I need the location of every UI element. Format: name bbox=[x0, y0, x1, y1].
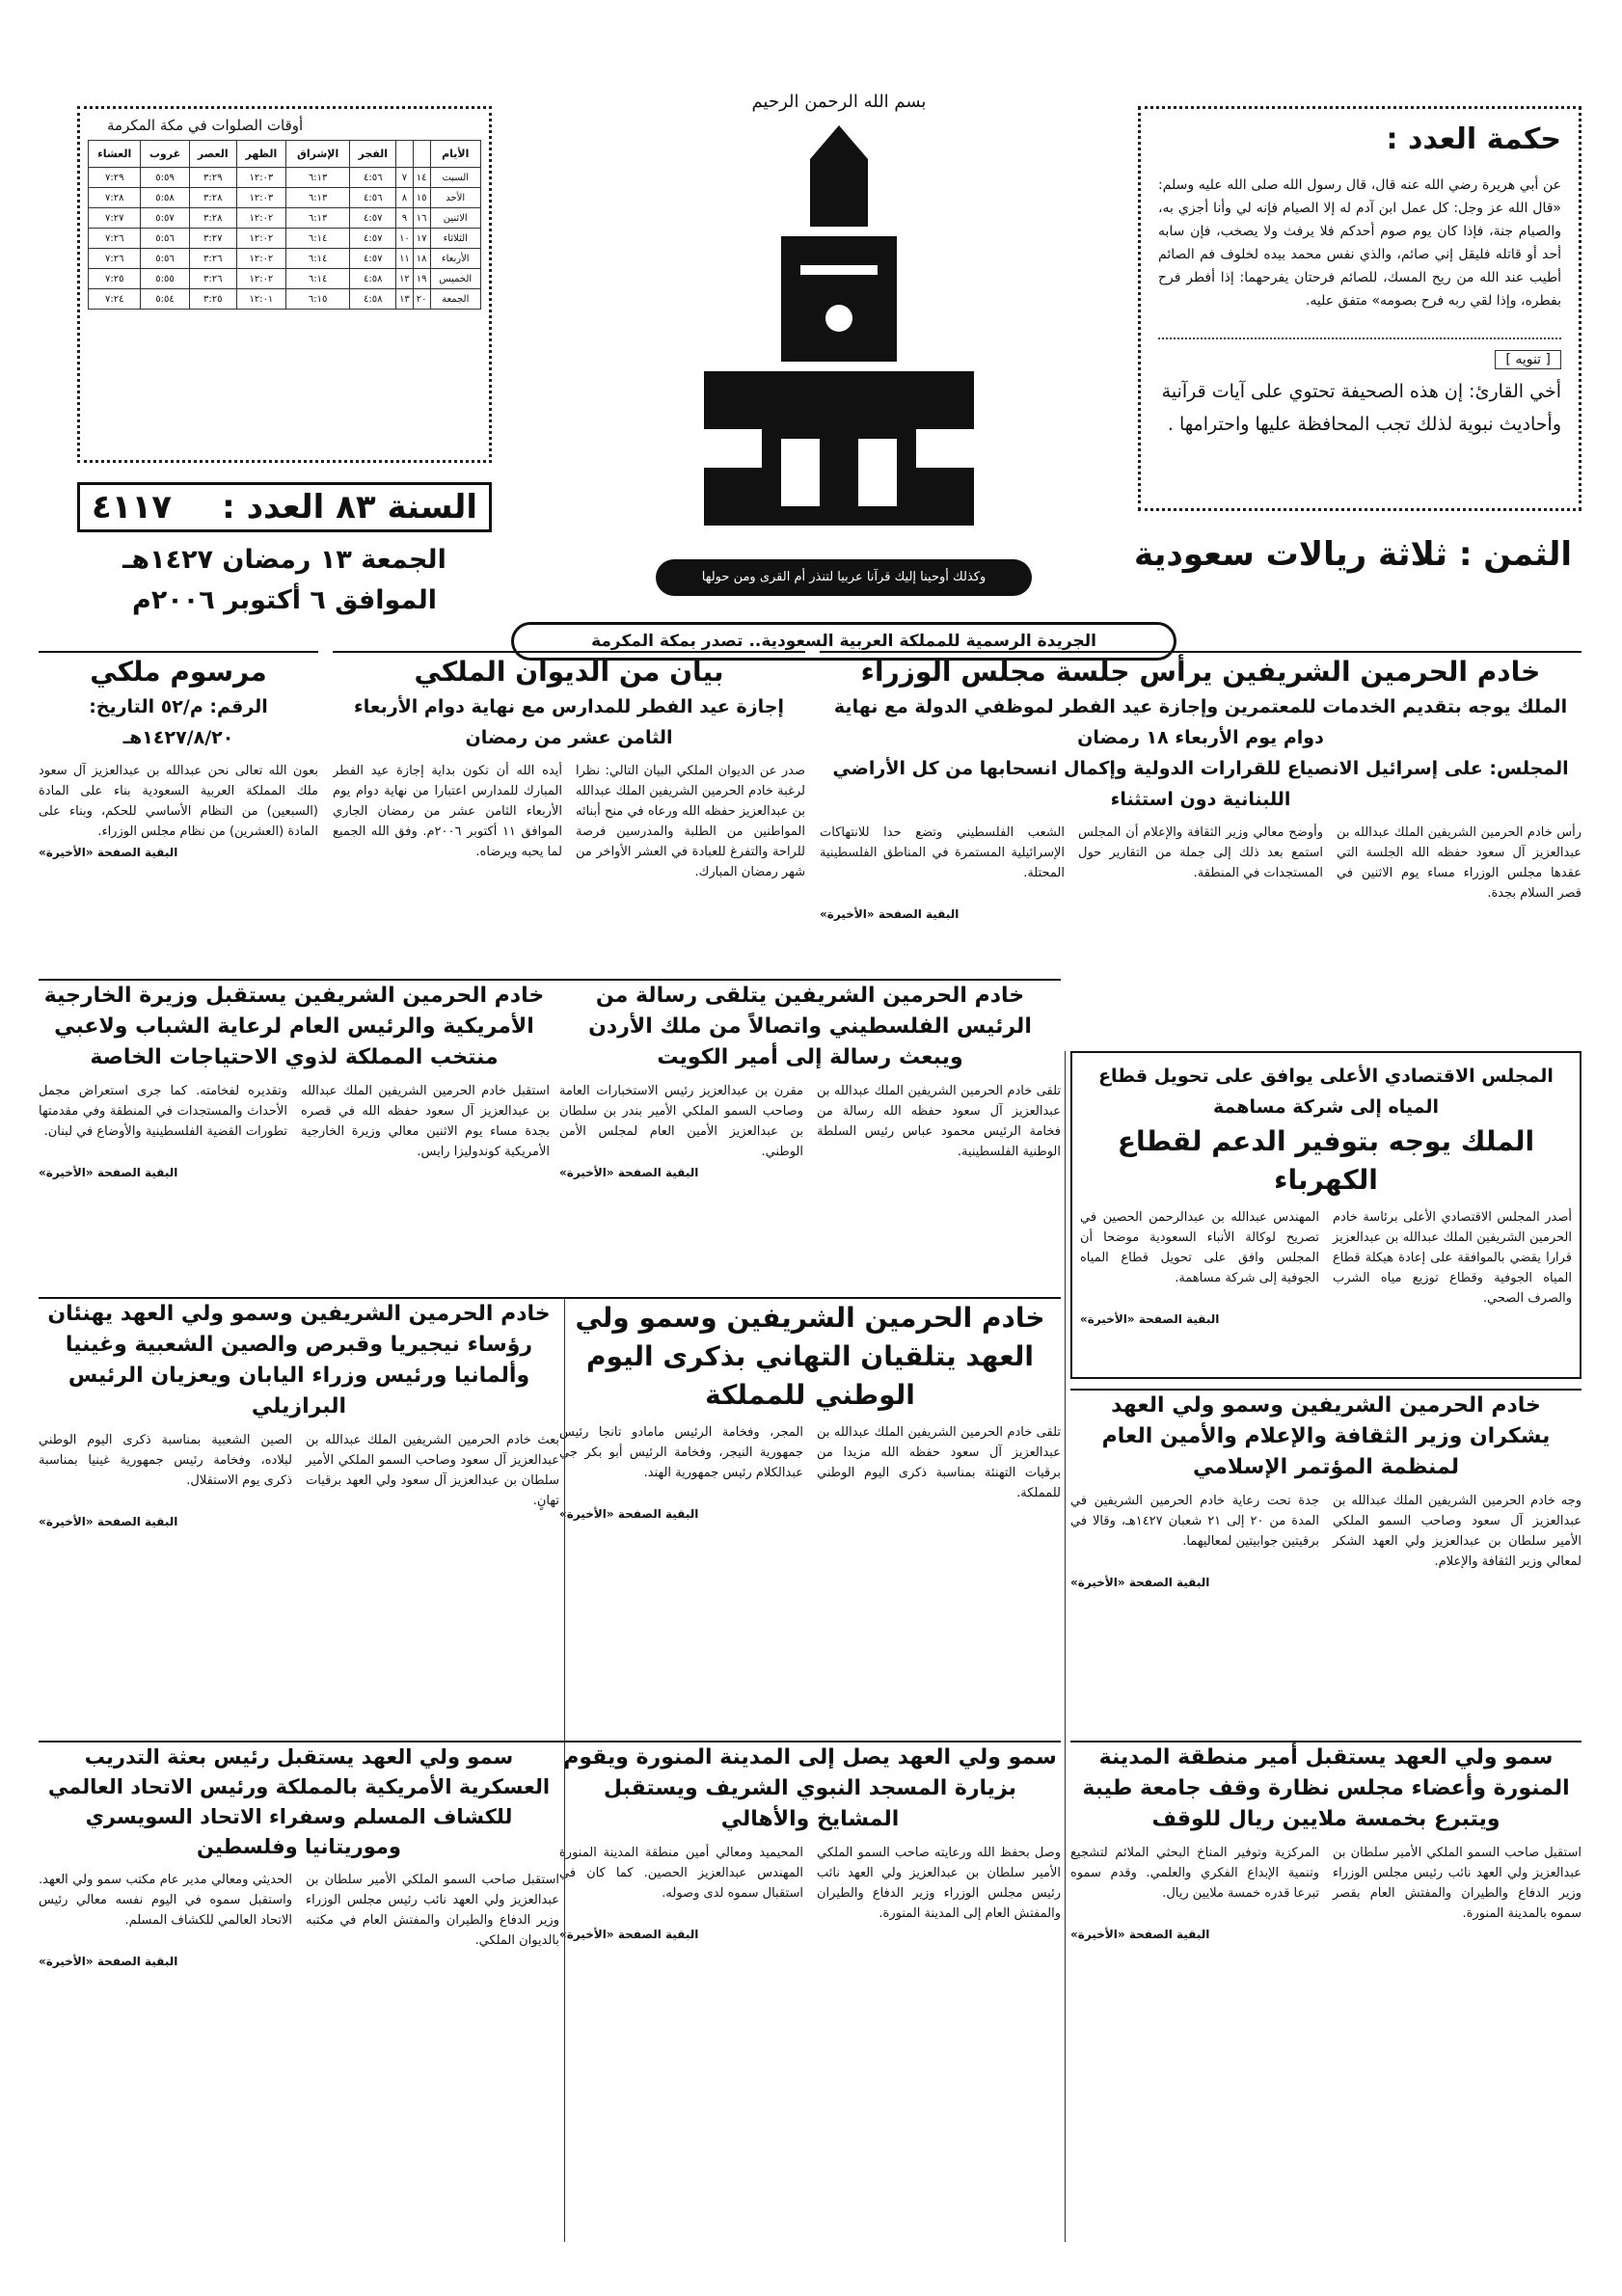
prayer-cell: ٩ bbox=[396, 208, 414, 229]
story-subtitle: الرقم: م/٥٢ التاريخ: ١٤٢٧/٨/٢٠هـ bbox=[89, 696, 268, 748]
wisdom-title: حكمة العدد : bbox=[1386, 122, 1561, 156]
story-column: وتقديره لفخامته. كما جرى استعراض مجمل الأحداث والمستجدات في المنطقة وفي مقدمتها تطورات القضية الفلسطينية والأوضاع في لبنان. bbox=[39, 1084, 287, 1139]
story-column: بعث خادم الحرمين الشريفين الملك عبدالله بن عبدالعزيز آل سعود وصاحب السمو الملكي الأمير سلطان بن عبدالعزيز آل سعود ولي العهد برقيات تهانٍ. bbox=[306, 1433, 559, 1508]
continued-link[interactable]: البقية الصفحة «الأخيرة» bbox=[559, 1507, 699, 1521]
prayer-cell: الثلاثاء bbox=[430, 229, 481, 249]
masthead bbox=[39, 87, 1581, 651]
story-madinah-arrival bbox=[559, 1741, 1061, 2242]
prayer-times-title: أوقات الصلوات في مكة المكرمة bbox=[107, 117, 304, 134]
prayer-row bbox=[89, 269, 481, 289]
prayer-cell: ٥:٥٦ bbox=[141, 229, 189, 249]
notice-text: أخي القارئ: إن هذه الصحيفة تحتوي على آيات قرآنية وأحاديث نبوية لذلك تجب المحافظة عليها واحترامها . bbox=[1161, 381, 1561, 435]
prayer-header-cell: غروب bbox=[141, 141, 189, 168]
prayer-cell: ١٢:٠٣ bbox=[236, 188, 285, 208]
issue-date bbox=[77, 540, 492, 621]
story-column: صدر عن الديوان الملكي البيان التالي: نظرا لرغبة خادم الحرمين الشريفين الملك عبدالله بن عبدالعزيز حفظه الله ورعاه في منح أبنائه المواطنين من الطلبة والمدرسين فرصة للراحة والتفرغ للعبادة في العشر الأواخر من شهر رمضان المبارك. bbox=[576, 764, 805, 879]
prayer-header-cell: الأيام bbox=[430, 141, 481, 168]
prayer-cell: ١٥ bbox=[413, 188, 430, 208]
continued-link[interactable]: البقية الصفحة «الأخيرة» bbox=[39, 846, 178, 859]
story-column: أصدر المجلس الاقتصادي الأعلى برئاسة خادم الحرمين الشريفين الملك عبدالله بن عبدالعزيز قرارا يقضي بالموافقة على إعادة هيكلة قطاع المياه الجوفية وقطاع توزيع مياه الشرب والصرف الصحي. bbox=[1333, 1210, 1572, 1306]
story-column: المهندس عبدالله بن عبدالرحمن الحصين في تصريح لوكالة الأنباء السعودية موضحا أن المجلس وافق على تحويل قطاع المياه الجوفية إلى شركة مساهمة. bbox=[1080, 1210, 1319, 1285]
story-national-day bbox=[559, 1297, 1061, 1731]
prayer-row bbox=[89, 188, 481, 208]
prayer-cell: ١٩ bbox=[413, 269, 430, 289]
story-title: بيان من الديوان الملكي bbox=[414, 656, 724, 688]
prayer-cell: ١٣ bbox=[396, 289, 414, 310]
prayer-cell: ٦:١٣ bbox=[285, 168, 350, 188]
story-economic-council bbox=[1070, 1051, 1581, 1379]
prayer-row bbox=[89, 208, 481, 229]
prayer-cell: ١٢:٠٣ bbox=[236, 168, 285, 188]
prayer-header-cell: الإشراق bbox=[285, 141, 350, 168]
prayer-row bbox=[89, 289, 481, 310]
date-hijri: الجمعة ١٣ رمضان ١٤٢٧هـ bbox=[122, 545, 446, 575]
prayer-header-cell: العشاء bbox=[89, 141, 141, 168]
story-column: المركزية وتوفير المناخ البحثي الملائم لتشجيع وتنمية الإبداع الفكري والعلمي. وقدم سموه تبرعا قدره خمسة ملايين ريال. bbox=[1070, 1846, 1319, 1901]
story-column: وجه خادم الحرمين الشريفين الملك عبدالله بن عبدالعزيز آل سعود وصاحب السمو الملكي الأمير سلطان بن عبدالعزيز ولي العهد الشكر لمعالي وزير الثقافة والإعلام. bbox=[1333, 1494, 1581, 1569]
continued-link[interactable]: البقية الصفحة «الأخيرة» bbox=[559, 1166, 699, 1179]
prayer-cell: ١٦ bbox=[413, 208, 430, 229]
story-column: استقبل صاحب السمو الملكي الأمير سلطان بن عبدالعزيز ولي العهد نائب رئيس مجلس الوزراء وزير الدفاع والطيران والمفتش العام في مكتبه بالديوان الملكي. bbox=[306, 1873, 559, 1948]
story-title: مرسوم ملكي bbox=[90, 656, 267, 688]
prayer-cell: ٦:١٤ bbox=[285, 249, 350, 269]
story-title: خادم الحرمين الشريفين يتلقى رسالة من الرئيس الفلسطيني واتصالاً من ملك الأردن ويبعث رسالة إلى أمير الكويت bbox=[588, 984, 1032, 1069]
story-title: خادم الحرمين الشريفين يرأس جلسة مجلس الوزراء bbox=[860, 656, 1541, 688]
prayer-cell: ١٢:٠١ bbox=[236, 289, 285, 310]
continued-link[interactable]: البقية الصفحة «الأخيرة» bbox=[1080, 1312, 1220, 1326]
story-subtitle: الملك يوجه بتوفير الدعم لقطاع الكهرباء bbox=[1117, 1125, 1535, 1196]
story-title: سمو ولي العهد يصل إلى المدينة المنورة ويقوم بزيارة المسجد النبوي الشريف ويستقبل المشايخ والأهالي bbox=[563, 1745, 1057, 1831]
prayer-cell: ٣:٢٨ bbox=[189, 208, 236, 229]
notice-tag: [ تنويه ] bbox=[1495, 350, 1561, 369]
prayer-cell: ٨ bbox=[396, 188, 414, 208]
prayer-cell: ٦:١٤ bbox=[285, 269, 350, 289]
prayer-cell: ٦:١٥ bbox=[285, 289, 350, 310]
prayer-cell: ٧:٢٤ bbox=[89, 289, 141, 310]
story-title: خادم الحرمين الشريفين وسمو ولي العهد يشكران وزير الثقافة والإعلام والأمين العام لمنظمة المؤتمر الإسلامي bbox=[1101, 1393, 1551, 1479]
story-title: خادم الحرمين الشريفين وسمو ولي العهد يهنئان رؤساء نيجيريا وقبرص والصين الشعبية وغينيا وألمانيا ورئيس وزراء اليابان ويعزيان الرئيس البرازيلي bbox=[47, 1302, 551, 1418]
story-us-secretary-body bbox=[39, 979, 550, 1287]
prayer-header-cell: الظهر bbox=[236, 141, 285, 168]
prayer-cell: ١٢:٠٢ bbox=[236, 269, 285, 289]
prayer-cell: الاثنين bbox=[430, 208, 481, 229]
prayer-cell: ٥:٥٦ bbox=[141, 249, 189, 269]
story-column: المحيميد ومعالي أمين منطقة المدينة المنورة المهندس عبدالعزيز الحصين. كما كان في استقبال سموه لدى وصوله. bbox=[559, 1846, 803, 1901]
story-title: سمو ولي العهد يستقبل أمير منطقة المدينة المنورة وأعضاء مجلس نظارة وقف جامعة طيبة ويتبرع بخمسة ملايين ريال للوقف bbox=[1082, 1745, 1570, 1831]
continued-link[interactable]: البقية الصفحة «الأخيرة» bbox=[820, 907, 960, 921]
newspaper-page bbox=[39, 87, 1581, 2256]
story-column: الشعب الفلسطيني وتضع حدا للانتهاكات الإسرائيلية المستمرة في المناطق الفلسطينية المحتلة. bbox=[820, 825, 1065, 880]
story-crown-prince-receives bbox=[39, 1741, 559, 2242]
story-column: رأس خادم الحرمين الشريفين الملك عبدالله بن عبدالعزيز آل سعود حفظه الله الجلسة التي عقدها مجلس الوزراء مساء يوم الاثنين في قصر السلام بجدة. bbox=[1337, 825, 1581, 901]
continued-link[interactable]: البقية الصفحة «الأخيرة» bbox=[559, 1928, 699, 1941]
prayer-cell: ٣:٢٧ bbox=[189, 229, 236, 249]
prayer-cell: ٧ bbox=[396, 168, 414, 188]
prayer-cell: ٥:٥٤ bbox=[141, 289, 189, 310]
continued-link[interactable]: البقية الصفحة «الأخيرة» bbox=[1070, 1576, 1210, 1589]
issue-year: السنة ٨٣ العدد : bbox=[222, 488, 477, 527]
story-column: مقرن بن عبدالعزيز رئيس الاستخبارات العامة وصاحب السمو الملكي الأمير بندر بن سلطان بن عبدالعزيز الأمين العام لمجلس الأمن الوطني. bbox=[559, 1084, 803, 1159]
prayer-cell: ٣:٢٦ bbox=[189, 269, 236, 289]
prayer-cell: ٧:٢٨ bbox=[89, 188, 141, 208]
prayer-cell: ٦:١٣ bbox=[285, 208, 350, 229]
story-subtitle: الملك يوجه بتقديم الخدمات للمعتمرين وإجازة عيد الفطر لموظفي الدولة مع نهاية دوام يوم الأربعاء ١٨ رمضان bbox=[833, 696, 1568, 748]
story-column: بعون الله تعالى نحن عبدالله بن عبدالعزيز آل سعود ملك المملكة العربية السعودية بناء على المادة (السبعين) من النظام الأساسي للحكم، وبناء على المادة (العشرين) من نظام مجلس الوزراء. bbox=[39, 764, 318, 839]
story-subtitle: إجازة عيد الفطر للمدارس مع نهاية دوام الأربعاء الثامن عشر من رمضان bbox=[354, 696, 784, 748]
prayer-cell: ٢٠ bbox=[413, 289, 430, 310]
issue-box bbox=[77, 482, 492, 532]
prayer-cell: ١٧ bbox=[413, 229, 430, 249]
story-cabinet bbox=[820, 651, 1581, 969]
story-column: وأوضح معالي وزير الثقافة والإعلام أن المجلس استمع بعد ذلك إلى جملة من التقارير حول المستجدات في المنطقة. bbox=[1078, 825, 1323, 880]
logo-graphic bbox=[665, 121, 1013, 574]
prayer-cell: ٧:٢٥ bbox=[89, 269, 141, 289]
story-column: استقبل خادم الحرمين الشريفين الملك عبدالله بن عبدالعزيز آل سعود حفظه الله في قصره بجدة مساء يوم الاثنين معالي وزيرة الخارجية الأمريكية كوندوليزا رايس. bbox=[301, 1084, 550, 1159]
prayer-cell: ٣:٢٥ bbox=[189, 289, 236, 310]
price: الثمن : ثلاثة ريالات سعودية bbox=[1134, 535, 1572, 574]
prayer-cell: ٤:٥٨ bbox=[350, 289, 396, 310]
prayer-header-cell: العصر bbox=[189, 141, 236, 168]
prayer-cell: ٥:٥٨ bbox=[141, 188, 189, 208]
column-divider bbox=[1065, 1051, 1066, 2242]
prayer-cell: ٧:٢٧ bbox=[89, 208, 141, 229]
date-gregorian: الموافق ٦ أكتوبر ٢٠٠٦م bbox=[132, 585, 437, 615]
prayer-header-cell bbox=[413, 141, 430, 168]
prayer-cell: ٣:٢٨ bbox=[189, 188, 236, 208]
column-divider bbox=[564, 1297, 565, 2242]
prayer-cell: ٥:٥٩ bbox=[141, 168, 189, 188]
story-thanks-minister bbox=[1070, 1389, 1581, 1731]
story-column: المجر، وفخامة الرئيس مامادو تانجا رئيس جمهورية النيجر، وفخامة الرئيس أبو بكر جي عبدالكلام رئيس جمهورية الهند. bbox=[559, 1425, 803, 1480]
story-column: أيده الله أن تكون بداية إجازة عيد الفطر المبارك للمدارس اعتبارا من نهاية دوام يوم الأربعاء الثامن عشر من رمضان الجاري الموافق ١١ أكتوبر ٢٠٠٦م. وفق الله الجميع لما يحبه ويرضاه. bbox=[333, 764, 562, 859]
story-column: تلقى خادم الحرمين الشريفين الملك عبدالله بن عبدالعزيز آل سعود حفظه الله رسالة من فخامة الرئيس محمود عباس رئيس السلطة الوطنية الفلسطينية. bbox=[817, 1084, 1061, 1159]
prayer-cell: ٧:٢٦ bbox=[89, 229, 141, 249]
prayer-cell: ١٢:٠٢ bbox=[236, 249, 285, 269]
story-title: خادم الحرمين الشريفين وسمو ولي العهد يتلقيان التهاني بذكرى اليوم الوطني للمملكة bbox=[575, 1302, 1045, 1411]
prayer-cell: ١١ bbox=[396, 249, 414, 269]
wisdom-text: عن أبي هريرة رضي الله عنه قال، قال رسول الله صلى الله عليه وسلم: «قال الله عز وجل: كل عمل ابن آدم له إلا الصيام فإنه لي وأنا أجزي به، والصيام جنة، فإذا كان يوم صوم أحدكم فلا يرفث ولا يصخب، فإن سابه أحد أو قاتله فليقل إني صائم، والذي نفس محمد بيده لخلوف فم الصائم أطيب عند الله من ريح المسك، للصائم فرحتان يفرحهما: إذا أفطر فرح بفطره، وإذا لقي ربه فرح بصومه» متفق عليه. bbox=[1158, 177, 1561, 309]
story-column: استقبل صاحب السمو الملكي الأمير سلطان بن عبدالعزيز ولي العهد نائب رئيس مجلس الوزراء وزير الدفاع والطيران والمفتش العام بقصر سموه بالمدينة المنورة. bbox=[1333, 1846, 1581, 1921]
prayer-cell: ٦:١٣ bbox=[285, 188, 350, 208]
story-royal-court bbox=[333, 651, 805, 969]
official-line: الجريدة الرسمية للمملكة العربية السعودية.. تصدر بمكة المكرمة bbox=[511, 622, 1176, 661]
prayer-cell: ٦:١٤ bbox=[285, 229, 350, 249]
basmala: بسم الله الرحمن الرحيم bbox=[751, 92, 927, 112]
prayer-cell: ٣:٢٩ bbox=[189, 168, 236, 188]
prayer-cell: ٥:٥٥ bbox=[141, 269, 189, 289]
prayer-row bbox=[89, 229, 481, 249]
notice-box bbox=[1158, 338, 1561, 441]
story-column: الحديثي ومعالي مدير عام مكتب سمو ولي العهد. واستقبل سموه في اليوم نفسه معالي رئيس الاتحاد العالمي للكشاف المسلم. bbox=[39, 1873, 292, 1928]
newspaper-logo bbox=[665, 121, 1013, 574]
prayer-cell: ٤:٥٨ bbox=[350, 269, 396, 289]
story-column: تلقى خادم الحرمين الشريفين الملك عبدالله بن عبدالعزيز آل سعود حفظه الله مزيدا من برقيات التهنئة بمناسبة ذكرى اليوم الوطني للمملكة. bbox=[817, 1425, 1061, 1500]
wisdom-box bbox=[1138, 106, 1581, 511]
story-column: جدة تحت رعاية خادم الحرمين الشريفين في المدة من ٢٠ إلى ٢١ شعبان ١٤٢٧هـ، وقالا في برقيتين جوابيتين لمعاليهما. bbox=[1070, 1494, 1319, 1549]
prayer-cell: ٣:٢٦ bbox=[189, 249, 236, 269]
prayer-times-table bbox=[88, 140, 481, 310]
prayer-cell: ١٠ bbox=[396, 229, 414, 249]
prayer-cell: ٤:٥٧ bbox=[350, 229, 396, 249]
prayer-header-cell: الفجر bbox=[350, 141, 396, 168]
prayer-cell: ١٤ bbox=[413, 168, 430, 188]
prayer-cell: ١٨ bbox=[413, 249, 430, 269]
story-title: خادم الحرمين الشريفين يستقبل وزيرة الخارجية الأمريكية والرئيس العام لرعاية الشباب ولاعبي منتخب المملكة لذوي الاحتياجات الخاصة bbox=[43, 984, 545, 1069]
continued-link[interactable]: البقية الصفحة «الأخيرة» bbox=[39, 1166, 178, 1179]
prayer-cell: ٥:٥٧ bbox=[141, 208, 189, 229]
prayer-cell: ١٢:٠٢ bbox=[236, 229, 285, 249]
prayer-cell: ٤:٥٦ bbox=[350, 168, 396, 188]
prayer-cell: الخميس bbox=[430, 269, 481, 289]
prayer-cell: الجمعة bbox=[430, 289, 481, 310]
issue-number: ٤١١٧ bbox=[92, 488, 173, 527]
continued-link[interactable]: البقية الصفحة «الأخيرة» bbox=[1070, 1928, 1210, 1941]
masthead-verse: وكذلك أوحينا إليك قرآنا عربيا لتنذر أم القرى ومن حولها bbox=[656, 559, 1032, 596]
story-title: سمو ولي العهد يستقبل رئيس بعثة التدريب العسكرية الأمريكية بالمملكة ورئيس الاتحاد العالمي للكشاف المسلم وسفراء الاتحاد السويسري وموريتانيا وفلسطين bbox=[47, 1745, 551, 1858]
prayer-header-cell bbox=[396, 141, 414, 168]
story-taibah-endowment bbox=[1070, 1741, 1581, 2242]
story-column: الصين الشعبية بمناسبة ذكرى اليوم الوطني لبلاده، وفخامة رئيس جمهورية غينيا بمناسبة ذكرى يوم الاستقلال. bbox=[39, 1433, 292, 1488]
prayer-times-box bbox=[77, 106, 492, 463]
prayer-cell: السبت bbox=[430, 168, 481, 188]
prayer-cell: ١٢ bbox=[396, 269, 414, 289]
prayer-cell: ٤:٥٦ bbox=[350, 188, 396, 208]
story-title: المجلس الاقتصادي الأعلى يوافق على تحويل قطاع المياه إلى شركة مساهمة bbox=[1098, 1066, 1554, 1118]
prayer-row bbox=[89, 168, 481, 188]
continued-link[interactable]: البقية الصفحة «الأخيرة» bbox=[39, 1515, 178, 1528]
story-congratulations bbox=[39, 1297, 559, 1731]
story-royal-decree bbox=[39, 651, 318, 969]
prayer-cell: الأحد bbox=[430, 188, 481, 208]
prayer-cell: ١٢:٠٢ bbox=[236, 208, 285, 229]
story-column: وصل بحفظ الله ورعايته صاحب السمو الملكي الأمير سلطان بن عبدالعزيز ولي العهد نائب رئيس مجلس الوزراء وزير الدفاع والطيران والمفتش العام إلى المدينة المنورة. bbox=[817, 1846, 1061, 1921]
prayer-cell: ٤:٥٧ bbox=[350, 208, 396, 229]
story-subtitle: المجلس: على إسرائيل الانصياع للقرارات الدولية وإكمال انسحابها من كل الأراضي اللبنانية دون استثناء bbox=[832, 758, 1569, 810]
prayer-cell: ٧:٢٩ bbox=[89, 168, 141, 188]
prayer-cell: الأربعاء bbox=[430, 249, 481, 269]
prayer-row bbox=[89, 249, 481, 269]
continued-link[interactable]: البقية الصفحة «الأخيرة» bbox=[39, 1955, 178, 1968]
prayer-cell: ٤:٥٧ bbox=[350, 249, 396, 269]
prayer-cell: ٧:٢٦ bbox=[89, 249, 141, 269]
